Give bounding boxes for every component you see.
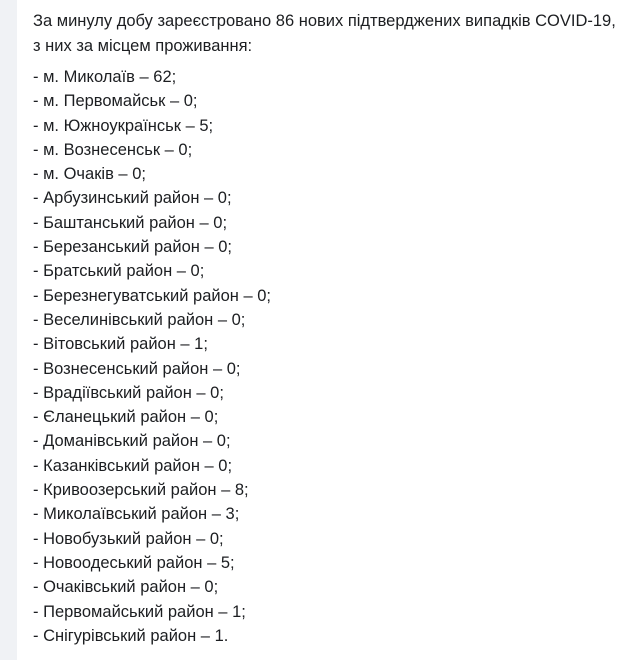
list-item: - м. Южноукраїнськ – 5; <box>33 116 214 135</box>
list-item: - Доманівський район – 0; <box>33 432 231 451</box>
list-item: - Кривоозерський район – 8; <box>33 481 249 500</box>
post-body <box>17 0 622 660</box>
list-item: - Березанський район – 0; <box>33 238 232 257</box>
list-item: - Єланецький район – 0; <box>33 408 219 427</box>
list-item: - м. Очаків – 0; <box>33 165 146 184</box>
list-item: - Казанківський район – 0; <box>33 456 233 475</box>
list-item: - Врадіївський район – 0; <box>33 383 224 402</box>
list-item: - Новобузький район – 0; <box>33 529 224 548</box>
list-item: - Вітовський район – 1; <box>33 335 208 354</box>
list-item: - Вознесенський район – 0; <box>33 359 241 378</box>
list-item: - Баштанський район – 0; <box>33 213 228 232</box>
list-item: - Новоодеський район – 5; <box>33 553 235 572</box>
list-item: - Березнегуватський район – 0; <box>33 286 272 305</box>
list-item: - м. Вознесенськ – 0; <box>33 140 193 159</box>
list-item: - м. Первомайськ – 0; <box>33 92 198 111</box>
list-item: - Арбузинський район – 0; <box>33 189 232 208</box>
list-item: - Миколаївський район – 3; <box>33 505 240 524</box>
list-item: - Очаківський район – 0; <box>33 578 219 597</box>
list-item: - Веселинівський район – 0; <box>33 310 246 329</box>
list-item: - Первомайський район – 1; <box>33 602 246 621</box>
list-item: - м. Миколаїв – 62; <box>33 68 177 86</box>
case-list <box>33 65 622 648</box>
post-intro-text: За минулу добу зареєстровано 86 нових підтверджених випадків COVID-19, з них за місцем проживання: <box>33 12 616 55</box>
list-item: - Братський район – 0; <box>33 262 205 281</box>
list-item: - Снігурівський район – 1. <box>33 626 229 645</box>
